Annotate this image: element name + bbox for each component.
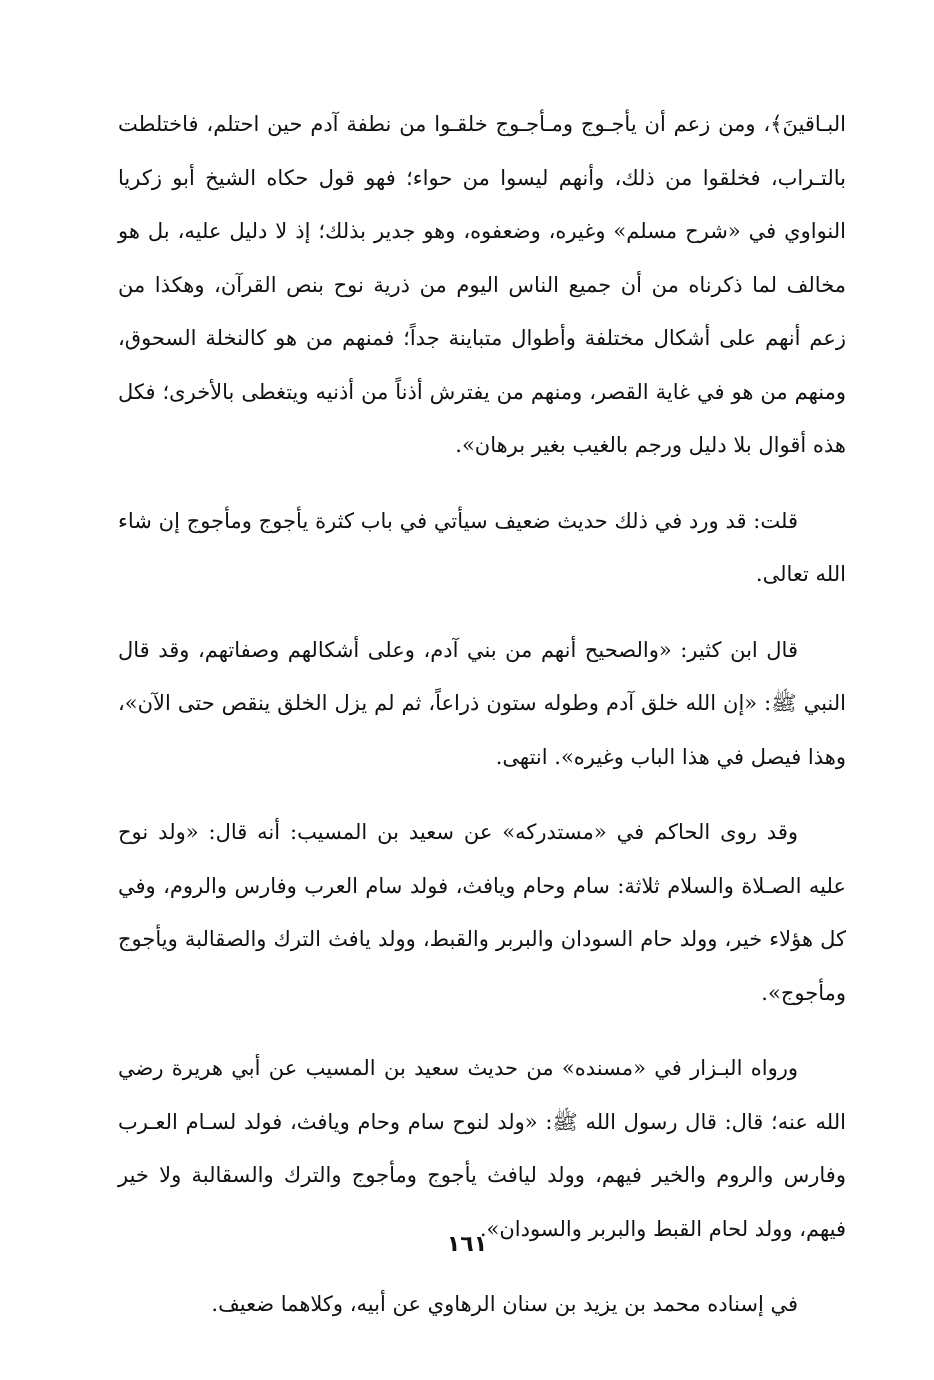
paragraph-bazzar: ورواه البـزار في «مسنده» من حديث سعيد بن المسيب عن أبي هريرة رضي الله عنه؛ قال: قال رسول الله ﷺ: «ولد لنوح سام وحام ويافث، فولد لسـام العـرب وفارس والروم والخير فيهم، وولد ليافث يأجوج ومأجوج والترك والسقالبة ولا خير فيهم، وولد لحام القبط والبربر والسودان». <box>118 1056 846 1241</box>
paragraph-hakim: وقد روى الحاكم في «مستدركه» عن سعيد بن المسيب: أنه قال: «ولد نوح عليه الصـلاة والسلام ثلاثة: سام وحام ويافث، فولد سام العرب وفارس والروم، وفي كل هؤلاء خير، وولد حام السودان والبربر والقبط، وولد يافث الترك والصقالبة ويأجوج ومأجوج». <box>118 820 846 1005</box>
body-text <box>118 98 846 1332</box>
paragraph-ibn-kathir: قال ابن كثير: «والصحيح أنهم من بني آدم، وعلى أشكالهم وصفاتهم، وقد قال النبي ﷺ: «إن الله خلق آدم وطوله ستون ذراعاً، ثم لم يزل الخلق ينقص حتى الآن»، وهذا فيصل في هذا الباب وغيره». انتهى. <box>118 637 846 769</box>
paragraph-continuation: البـاقينَ﴾، ومن زعم أن يأجـوج ومـأجـوج خلقـوا من نطفة آدم حين احتلم، فاختلطت بالتـراب، فخلقوا من ذلك، وأنهم ليسوا من حواء؛ فهو قول حكاه الشيخ أبو زكريا النواوي في «شرح مسلم» وغيره، وضعفوه، وهو جدير بذلك؛ إذ لا دليل عليه، بل هو مخالف لما ذكرناه من أن جميع الناس اليوم من ذرية نوح بنص القرآن، وهكذا من زعم أنهم على أشكال مختلفة وأطوال متباينة جداً؛ فمنهم من هو كالنخلة السحوق، ومنهم من هو في غاية القصر، ومنهم من يفترش أذناً من أذنيه ويتغطى بالأخرى؛ فكل هذه أقوال بلا دليل ورجم بالغيب بغير برهان». <box>118 112 846 457</box>
page-number: ١٦١ <box>446 1232 488 1257</box>
paragraph-note: قلت: قد ورد في ذلك حديث ضعيف سيأتي في باب كثرة يأجوج ومأجوج إن شاء الله تعالى. <box>118 508 846 586</box>
paragraph-isnad: في إسناده محمد بن يزيد بن سنان الرهاوي عن أبيه، وكلاهما ضعيف. <box>211 1292 798 1316</box>
